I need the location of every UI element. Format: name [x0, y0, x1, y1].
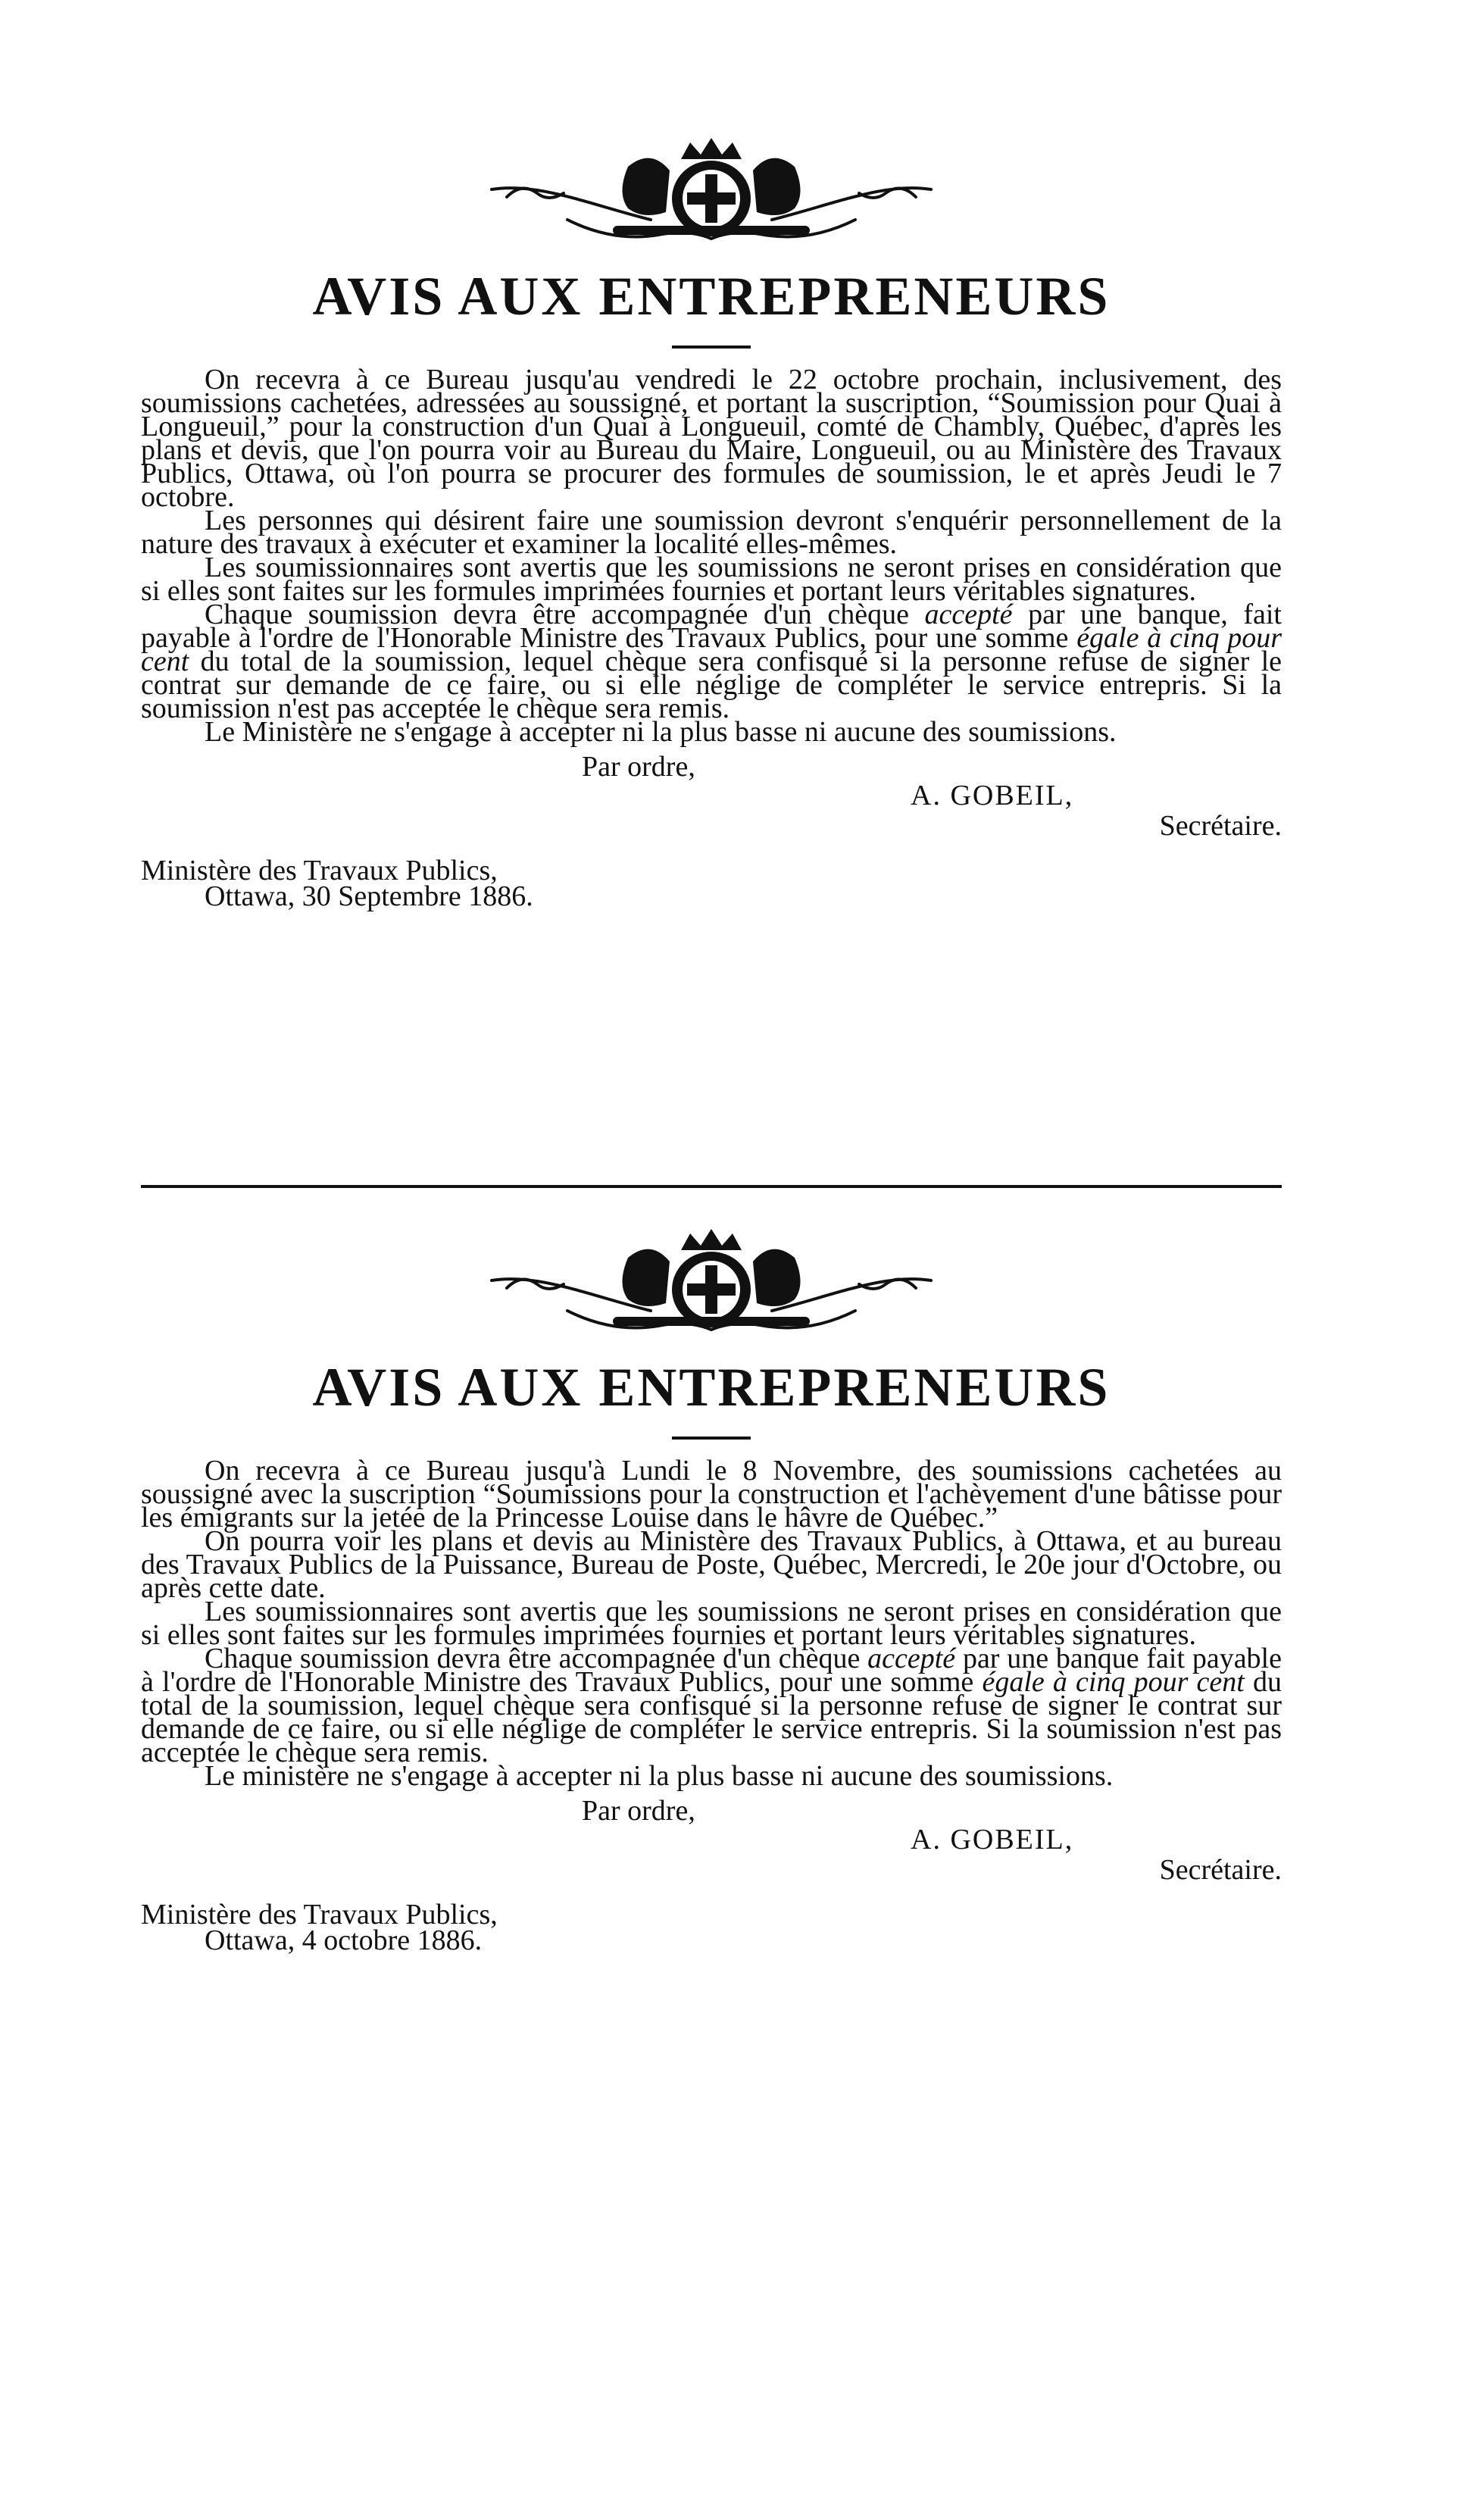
cheque-text: du total de la soumission, lequel chèque sera confisqué si la personne refuse de signer le contrat sur demande de ce faire, ou si elle néglige de compléter le service entrepris. Si la soumission n'est pas acceptée le chèque sera remis. — [141, 1666, 1282, 1768]
notice-paragraph: Les soumissionnaires sont avertis que les soumissions ne seront prises en considération que si elles sont faites sur les formules imprimées fournies et portant leurs véritables signatures. — [141, 1596, 1282, 1651]
notice-title: AVIS AUX ENTREPRENEURS — [312, 1357, 1111, 1418]
notice-1 — [141, 136, 1282, 912]
closing-paragraph: Le ministère ne s'engage à accepter ni la plus basse ni aucune des soumissions. — [205, 1760, 1114, 1792]
section-divider — [141, 1185, 1282, 1188]
notice-paragraph: On recevra à ce Bureau jusqu'à Lundi le 8 Novembre, des soumissions cachetées au soussigné avec la suscription “Soumissions pour la construction et l'achèvement d'une bâtisse pour les émigrants sur la jetée de la Princesse Louise dans le hâvre de Québec.” — [141, 1455, 1282, 1534]
signature-block — [141, 1788, 1282, 1902]
place-date: Ottawa, 4 octobre 1886. — [205, 1924, 483, 1956]
signer-name: A. GOBEIL, — [911, 780, 1074, 811]
royal-coat-of-arms-icon — [476, 1227, 946, 1341]
accepted-italic: accepté — [924, 599, 1013, 630]
cheque-paragraph — [141, 1643, 1282, 1768]
title-rule — [672, 1437, 751, 1440]
cheque-text: du total de la soumission, lequel chèque sera confisqué si la personne refuse de signer le contrat sur demande de ce faire, ou si elle néglige de compléter le service entrepris. Si la soumission n'est pas acceptée le chèque sera remis. — [141, 646, 1282, 724]
notice-paragraph: Les soumissionnaires sont avertis que les soumissions ne seront prises en considération que si elles sont faites sur les formules imprimées fournies et portant leurs véritables signatures. — [141, 552, 1282, 607]
notice-paragraph: On recevra à ce Bureau jusqu'au vendredi le 22 octobre prochain, inclusivement, des soumissions cachetées, adressées au soussigné, et portant la suscription, “Soumission pour Quai à Longueuil,” pour la construction d'un Quai à Longueuil, comté de Chambly, Québec, d'après les plans et devis, que l'on pourra voir au Bureau du Maire, Longueuil, ou au Ministère des Travaux Publics, Ottawa, où l'on pourra se procurer des formules de soumission, le et après Jeudi le 7 octobre. — [141, 364, 1282, 513]
notice-title: AVIS AUX ENTREPRENEURS — [312, 266, 1111, 327]
cheque-text: Chaque soumission devra être accompagnée d'un chèque — [205, 1643, 868, 1674]
notice-paragraph: On pourra voir les plans et devis au Ministère des Travaux Publics, à Ottawa, et au bureau des Travaux Publics de la Puissance, Bureau de Poste, Québec, Mercredi, le 20e jour d'Octobre, ou après cette date. — [141, 1525, 1282, 1604]
royal-coat-of-arms-icon — [476, 136, 946, 250]
by-order: Par ordre, — [582, 1795, 695, 1827]
notice-2 — [141, 1227, 1282, 1956]
notice-paragraph: Les personnes qui désirent faire une soumission devront s'enquérir personnellement de la nature des travaux à exécuter et examiner la localité elles-mêmes. — [141, 505, 1282, 560]
signer-title: Secrétaire. — [1159, 810, 1282, 842]
by-order: Par ordre, — [582, 751, 695, 783]
dateline — [141, 1899, 1282, 1956]
accepted-italic: accepté — [867, 1643, 956, 1674]
cheque-text: Chaque soumission devra être accompagnée d'un chèque — [205, 599, 925, 630]
cheque-text: par une banque fait payable à l'ordre de l'Honorable Ministre des Travaux Publics, pour une somme — [141, 1643, 1282, 1698]
ministry-name: Ministère des Travaux Publics, — [141, 1899, 498, 1931]
title-rule — [672, 345, 751, 349]
dateline — [141, 855, 1282, 912]
place-date: Ottawa, 30 Septembre 1886. — [205, 880, 533, 912]
cheque-paragraph — [141, 599, 1282, 724]
signer-title: Secrétaire. — [1159, 1854, 1282, 1886]
cheque-text: par une banque, fait payable à l'ordre de l'Honorable Ministre des Travaux Publics, pour une somme — [141, 599, 1282, 654]
closing-paragraph: Le Ministère ne s'engage à accepter ni la plus basse ni aucune des soumissions. — [205, 716, 1117, 748]
signer-name: A. GOBEIL, — [911, 1824, 1074, 1856]
signature-block — [141, 744, 1282, 858]
five-percent-italic: égale à cinq pour cent — [141, 622, 1282, 677]
ministry-name: Ministère des Travaux Publics, — [141, 855, 498, 886]
five-percent-italic: égale à cinq pour cent — [982, 1666, 1245, 1698]
